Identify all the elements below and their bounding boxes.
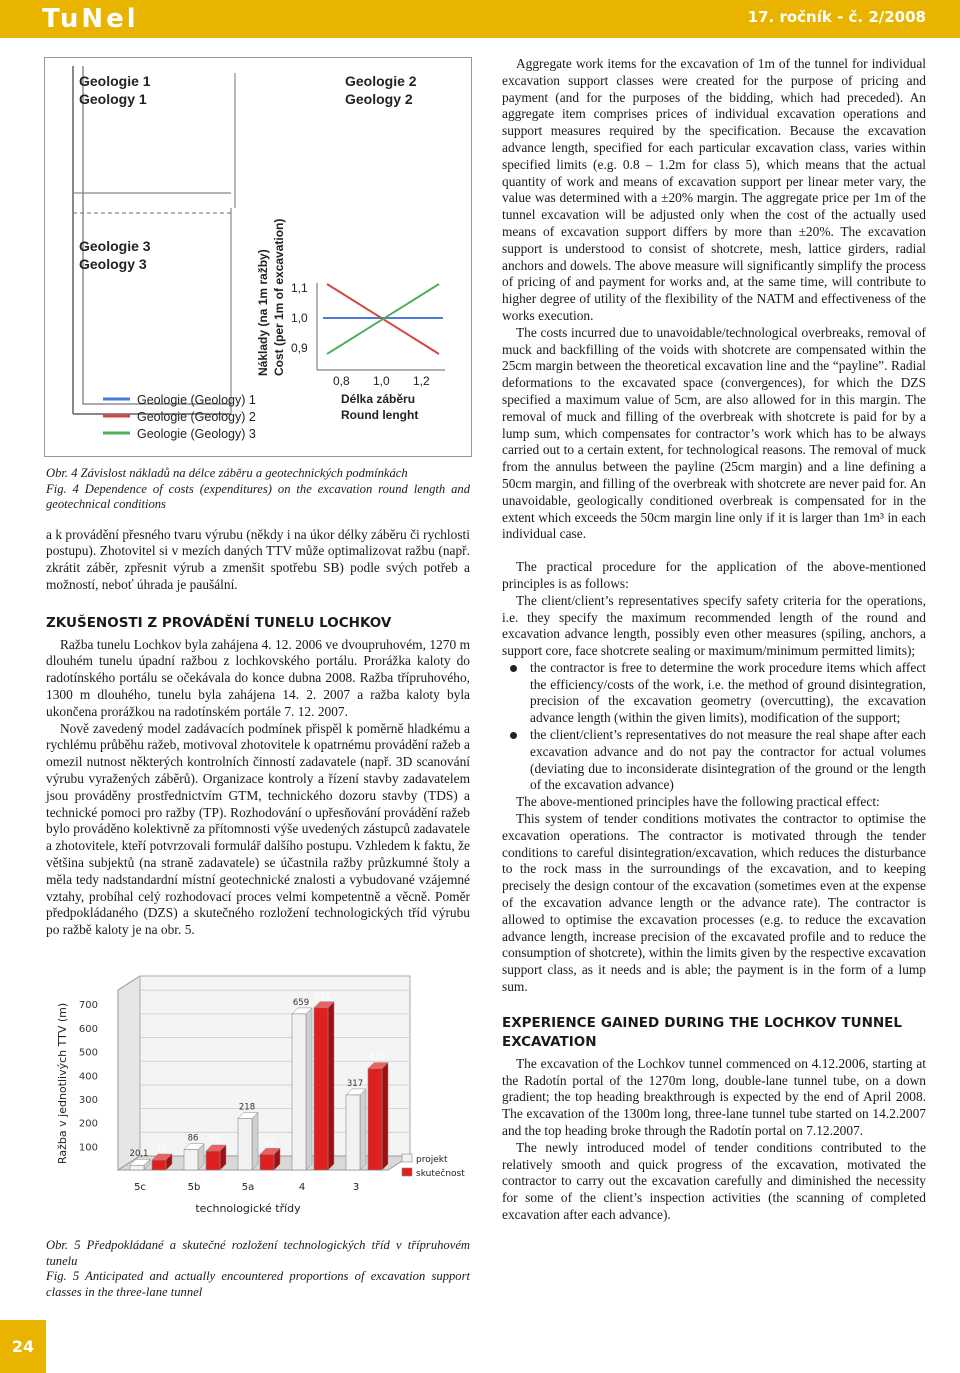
bar-projected-5a (238, 1118, 252, 1170)
legend-geology-3: Geologie (Geology) 3 (137, 427, 256, 441)
geology-2-en: Geology 2 (345, 91, 413, 107)
right-paragraph: The client/client’s representatives specify safety criteria for the operations, i.e. they specify the maximum recommended length of the round and excavation advance length, possibly even other measures (spiling, anchors, a support core, face shotcrete sealing or maximum/minimum permitted limits); (502, 592, 926, 659)
x-axis-label: technologické třídy (195, 1202, 301, 1215)
figure-4-diagram (45, 58, 471, 456)
x-tick-label: 5b (187, 1182, 201, 1193)
bar-data-label: 218 (238, 1102, 256, 1113)
bar-projected-5b (184, 1150, 198, 1170)
right-paragraph: The above-mentioned principles have the following practical effect: (516, 794, 880, 810)
x-tick-label: 4 (298, 1182, 306, 1193)
cost-tick: 1,0 (291, 311, 308, 325)
bar-data-label: 80 (209, 1135, 221, 1146)
bar-projected-5c (130, 1165, 144, 1170)
bar-actual-3 (368, 1069, 382, 1170)
y-tick-label: 700 (78, 1000, 98, 1012)
left-section-heading: ZKUŠENOSTI Z PROVÁDĚNÍ TUNELU LOCHKOV (46, 614, 392, 631)
y-tick-label: 300 (78, 1094, 98, 1106)
geology-3-en: Geology 3 (79, 256, 147, 272)
bar-data-label: 659 (292, 997, 310, 1008)
y-tick-label: 600 (78, 1023, 98, 1035)
legend-geology-2: Geologie (Geology) 2 (137, 410, 256, 424)
geology-1-en: Geology 1 (79, 91, 147, 107)
bar-data-label: 20,1 (129, 1149, 149, 1160)
bar-actual-4 (314, 1008, 328, 1170)
bar-side (252, 1112, 258, 1170)
cost-axis-label-cz: Náklady (na 1m ražby) (256, 249, 270, 376)
figure-5-caption (46, 1238, 470, 1300)
bar-data-label: 42 (155, 1144, 167, 1155)
bar-side (306, 1008, 312, 1170)
cost-tick: 0,9 (291, 341, 308, 355)
y-tick-label: 500 (78, 1047, 98, 1059)
right-paragraph: Aggregate work items for the excavation of 1m of the tunnel for individual excavation support classes were created for the purpose of pricing and payment (and for the purposes of the bidding, which had preceded). An aggregate item comprises prices of individual excavation operations and support measures required by the specification. Because the excavation advance length, specified for each particular excavation class, varies within specified limits (e.g. 0.8 – 1.2m for class 5), which means that the actual quantity of work and means of excavation support per linear meter vary, the value was determined with a ±20% margin. The aggregate price per 1m of the tunnel excavation will be adjusted only when the cost of the actually used means of excavation support differs by more than ±20%. The excavation support is understood to consist of shotcrete, mesh, lattice girders, radial anchors and dowels. The above measure will significantly simplify the process of pricing of and payment for works and, at the same time, will contribute to higher degree of utility of the flexibility of the NATM and effectiveness of the works execution. (502, 56, 926, 323)
x-tick-label: 3 (352, 1182, 360, 1193)
bar-data-label: 66 (263, 1138, 275, 1149)
bar-side (382, 1063, 388, 1170)
figure-5-caption-cz: Obr. 5 Předpokládané a skutečné rozložení technologických tříd v třípruhovém tunelu (46, 1238, 470, 1268)
right-column (502, 56, 926, 1224)
page-header (0, 0, 960, 38)
x-tick-label: 5c (134, 1182, 146, 1193)
bar-side (328, 1002, 334, 1170)
issue-label: 17. ročník - č. 2/2008 (747, 8, 926, 26)
excavation-class-chart (46, 962, 470, 1224)
left-paragraph: Nově zavedený model zadávacích podmínek přispěl k poměrně hladkému a rychlému průběhu ražeb, motivoval zhotovitele k opatrnému provádění ražeb a omezil nutnost některých kontrolních činností zadavatele (např. 3D scanování výrubu vyražených záběrů). Organizace kontroly a řízení stavby zadavatelem jsou prováděny prostřednictvím GTM, technického dozoru stavby (TDS) a technické pomoci pro ražby (TP). Rozhodování o upřesňování provádění ražeb bylo prováděno kolektivně za přítomnosti výše uvedených zástupců zadavatele a zhotovitele, kteří potvrzovali formulář dalšího postupu. Vzhledem k faktu, že většina subjektů (na straně zadavatele) se účastnila ražby průzkumné štoly a měla tedy nadstandardní místní geotechnické znalosti a vybudované vzájemné vztahy, probíhal celý rozhodovací proces velmi kompetentně a věcně. Poměr předpokládaného (DZS) a skutečného rozložení technologických tříd výrubu po ražbě kaloty je na obr. 5. (46, 720, 470, 938)
journal-logo: TuNel (42, 4, 139, 34)
geology-3-cz: Geologie 3 (79, 238, 151, 254)
left-intro-paragraph: a k provádění přesného tvaru výrubu (někdy i na úkor délky záběru či rychlosti postupu). Zhotovitel si v mezích daných TTV může optimalizovat ražbu (např. zkrátit záběr, zpřesnit výrub a zmenšit spotřebu SB) podle svých potřeb a možností, neboť úhrada je paušální. (46, 526, 470, 592)
bar-data-label: 86 (187, 1133, 199, 1144)
left-paragraph: Ražba tunelu Lochkov byla zahájena 4. 12. 2006 ve dvoupruhovém, 1270 m dlouhém tunelu úpadní ražbou z lochkovského portálu. Prorážka kaloty do radotínského portálu se očekávala do konce dubna 2008. Ražba třípruhového, 1300 m dlouhého, tunelu byla zahájena 14. 2. 2007 a ražba kaloty byla ukončena prorážkou na radotínském portále 7. 12. 2007. (46, 636, 470, 719)
round-tick: 1,0 (373, 374, 390, 388)
round-axis-label-cz: Délka záběru (341, 392, 416, 406)
round-axis-label-en: Round lenght (341, 408, 419, 422)
y-tick-label: 400 (78, 1071, 98, 1083)
bar-actual-5a (260, 1154, 274, 1170)
right-paragraph: The costs incurred due to unavoidable/technological overbreaks, removal of muck and backfilling of the voids with shotcrete are compensated within the 25cm margin between the theoretical excavation line and the “payline”. Radial deformations to the excavated space (convergences), for which the DZS specified a maximum value of 5cm, are also allowed for in this margin. The removal of muck and filling of the overbreak with shotcrete is paid for by a lump sum, which compensates for contractor’s work which has to be always carried out to a certain extent, for technological reasons. The removal of muck from the annulus between the payline (25cm margin) and a line defining a 50cm margin, and filling of the overbreak with shotcrete are never paid for. An unavoidable, geologically conditioned overbreak is compensated for in the extent which exceeds the 50cm margin line only if it is larger than 1m³ in each individual case. (502, 324, 926, 542)
bar-data-label: 685 (314, 991, 332, 1002)
bullet-item: the client/client’s representatives do not measure the real shape after each excavation advance and do not pay the contractor for actual volumes (deviating due to inconsiderate disintegration of the ground or the length of the excavation advance) (530, 727, 926, 793)
legend-label: skutečnost (416, 1169, 465, 1179)
bar-projected-4 (292, 1014, 306, 1170)
page-number: 24 (0, 1320, 46, 1373)
y-tick-label: 200 (78, 1118, 98, 1130)
bar-side (360, 1089, 366, 1170)
right-section-heading: EXPERIENCE GAINED DURING THE LOCHKOV TUNNEL EXCAVATION (502, 1014, 902, 1050)
right-paragraph: This system of tender conditions motivates the contractor to optimise the excavation operations. The contractor is motivated through the tender conditions to careful disintegration/excavation, which reduces the disturbance to the rock mass in the surroundings of the excavation, and to keeping precisely the design contour of the excavation (sometimes even at the expense of the excavation advance length or the advance rate). The contractor is allowed to optimise the excavation processes (e.g. to reduce the excavation advance length, increase precision of the excavated profile and to reduce the consumption of shotcrete), within the limits given by the respective excavation support class, as it needs and is able; the payment is in the form of a lump sum. (502, 811, 926, 995)
bar-data-label: 428 (368, 1052, 386, 1063)
chart-side-wall (118, 976, 140, 1170)
cost-axis-label-en: Cost (per 1m of excavation) (272, 218, 286, 376)
geology-1-cz: Geologie 1 (79, 73, 151, 89)
figure-4-caption-en: Fig. 4 Dependence of costs (expenditures) on the excavation round length and geotechnical conditions (46, 481, 470, 511)
bar-actual-5b (206, 1151, 220, 1170)
right-paragraph: The newly introduced model of tender conditions contributed to the relatively smooth and quick progress of the excavation, motivated the contractor to carry out the excavation carefully and diminished the necessity for some of the client’s inspection activities (the scanning of completed excavation after each advance). (502, 1139, 926, 1222)
right-paragraph: The excavation of the Lochkov tunnel commenced on 4.12.2006, starting at the Radotín portal of the 1270m long, double-lane tunnel tube, on a down gradient; the top heading breakthrough is expected by the end of April 2008. The excavation of the 1300m long, three-lane tunnel tube started on 14.2.2007 and the top heading broke through the Radotín portal on 7.12.2007. (502, 1055, 926, 1139)
bullet-item: the contractor is free to determine the work procedure items which affect the efficiency/costs of the work, i.e. the method of ground disintegration, precision of the excavation geometry (overcutting), the excavation advance length (within the given limits), modification of the support; (530, 659, 926, 726)
bar-actual-5c (152, 1160, 166, 1170)
legend-swatch-1 (402, 1168, 412, 1176)
bullet-list (502, 660, 926, 794)
legend-geology-1: Geologie (Geology) 1 (137, 393, 256, 407)
legend-swatch-0 (402, 1154, 412, 1162)
x-tick-label: 5a (241, 1182, 255, 1193)
figure-4 (44, 57, 472, 457)
figure-4-caption-cz: Obr. 4 Závislost nákladů na délce záběru a geotechnických podmínkách (46, 466, 408, 480)
y-axis-label: Ražba v jednotlivých TTV (m) (56, 1002, 69, 1164)
round-tick: 1,2 (413, 374, 430, 388)
figure-5 (46, 962, 470, 1224)
figure-5-caption-en: Fig. 5 Anticipated and actually encountered proportions of excavation support classes in the three-lane tunnel (46, 1269, 470, 1299)
left-column (46, 466, 470, 939)
cost-tick: 1,1 (291, 281, 308, 295)
geology-2-cz: Geologie 2 (345, 73, 417, 89)
round-tick: 0,8 (333, 374, 350, 388)
bar-data-label: 317 (346, 1078, 364, 1089)
right-paragraph: The practical procedure for the application of the above-mentioned principles is as follows: (502, 559, 926, 591)
y-tick-label: 100 (78, 1142, 98, 1154)
bar-projected-3 (346, 1095, 360, 1170)
legend-label: projekt (416, 1155, 448, 1165)
